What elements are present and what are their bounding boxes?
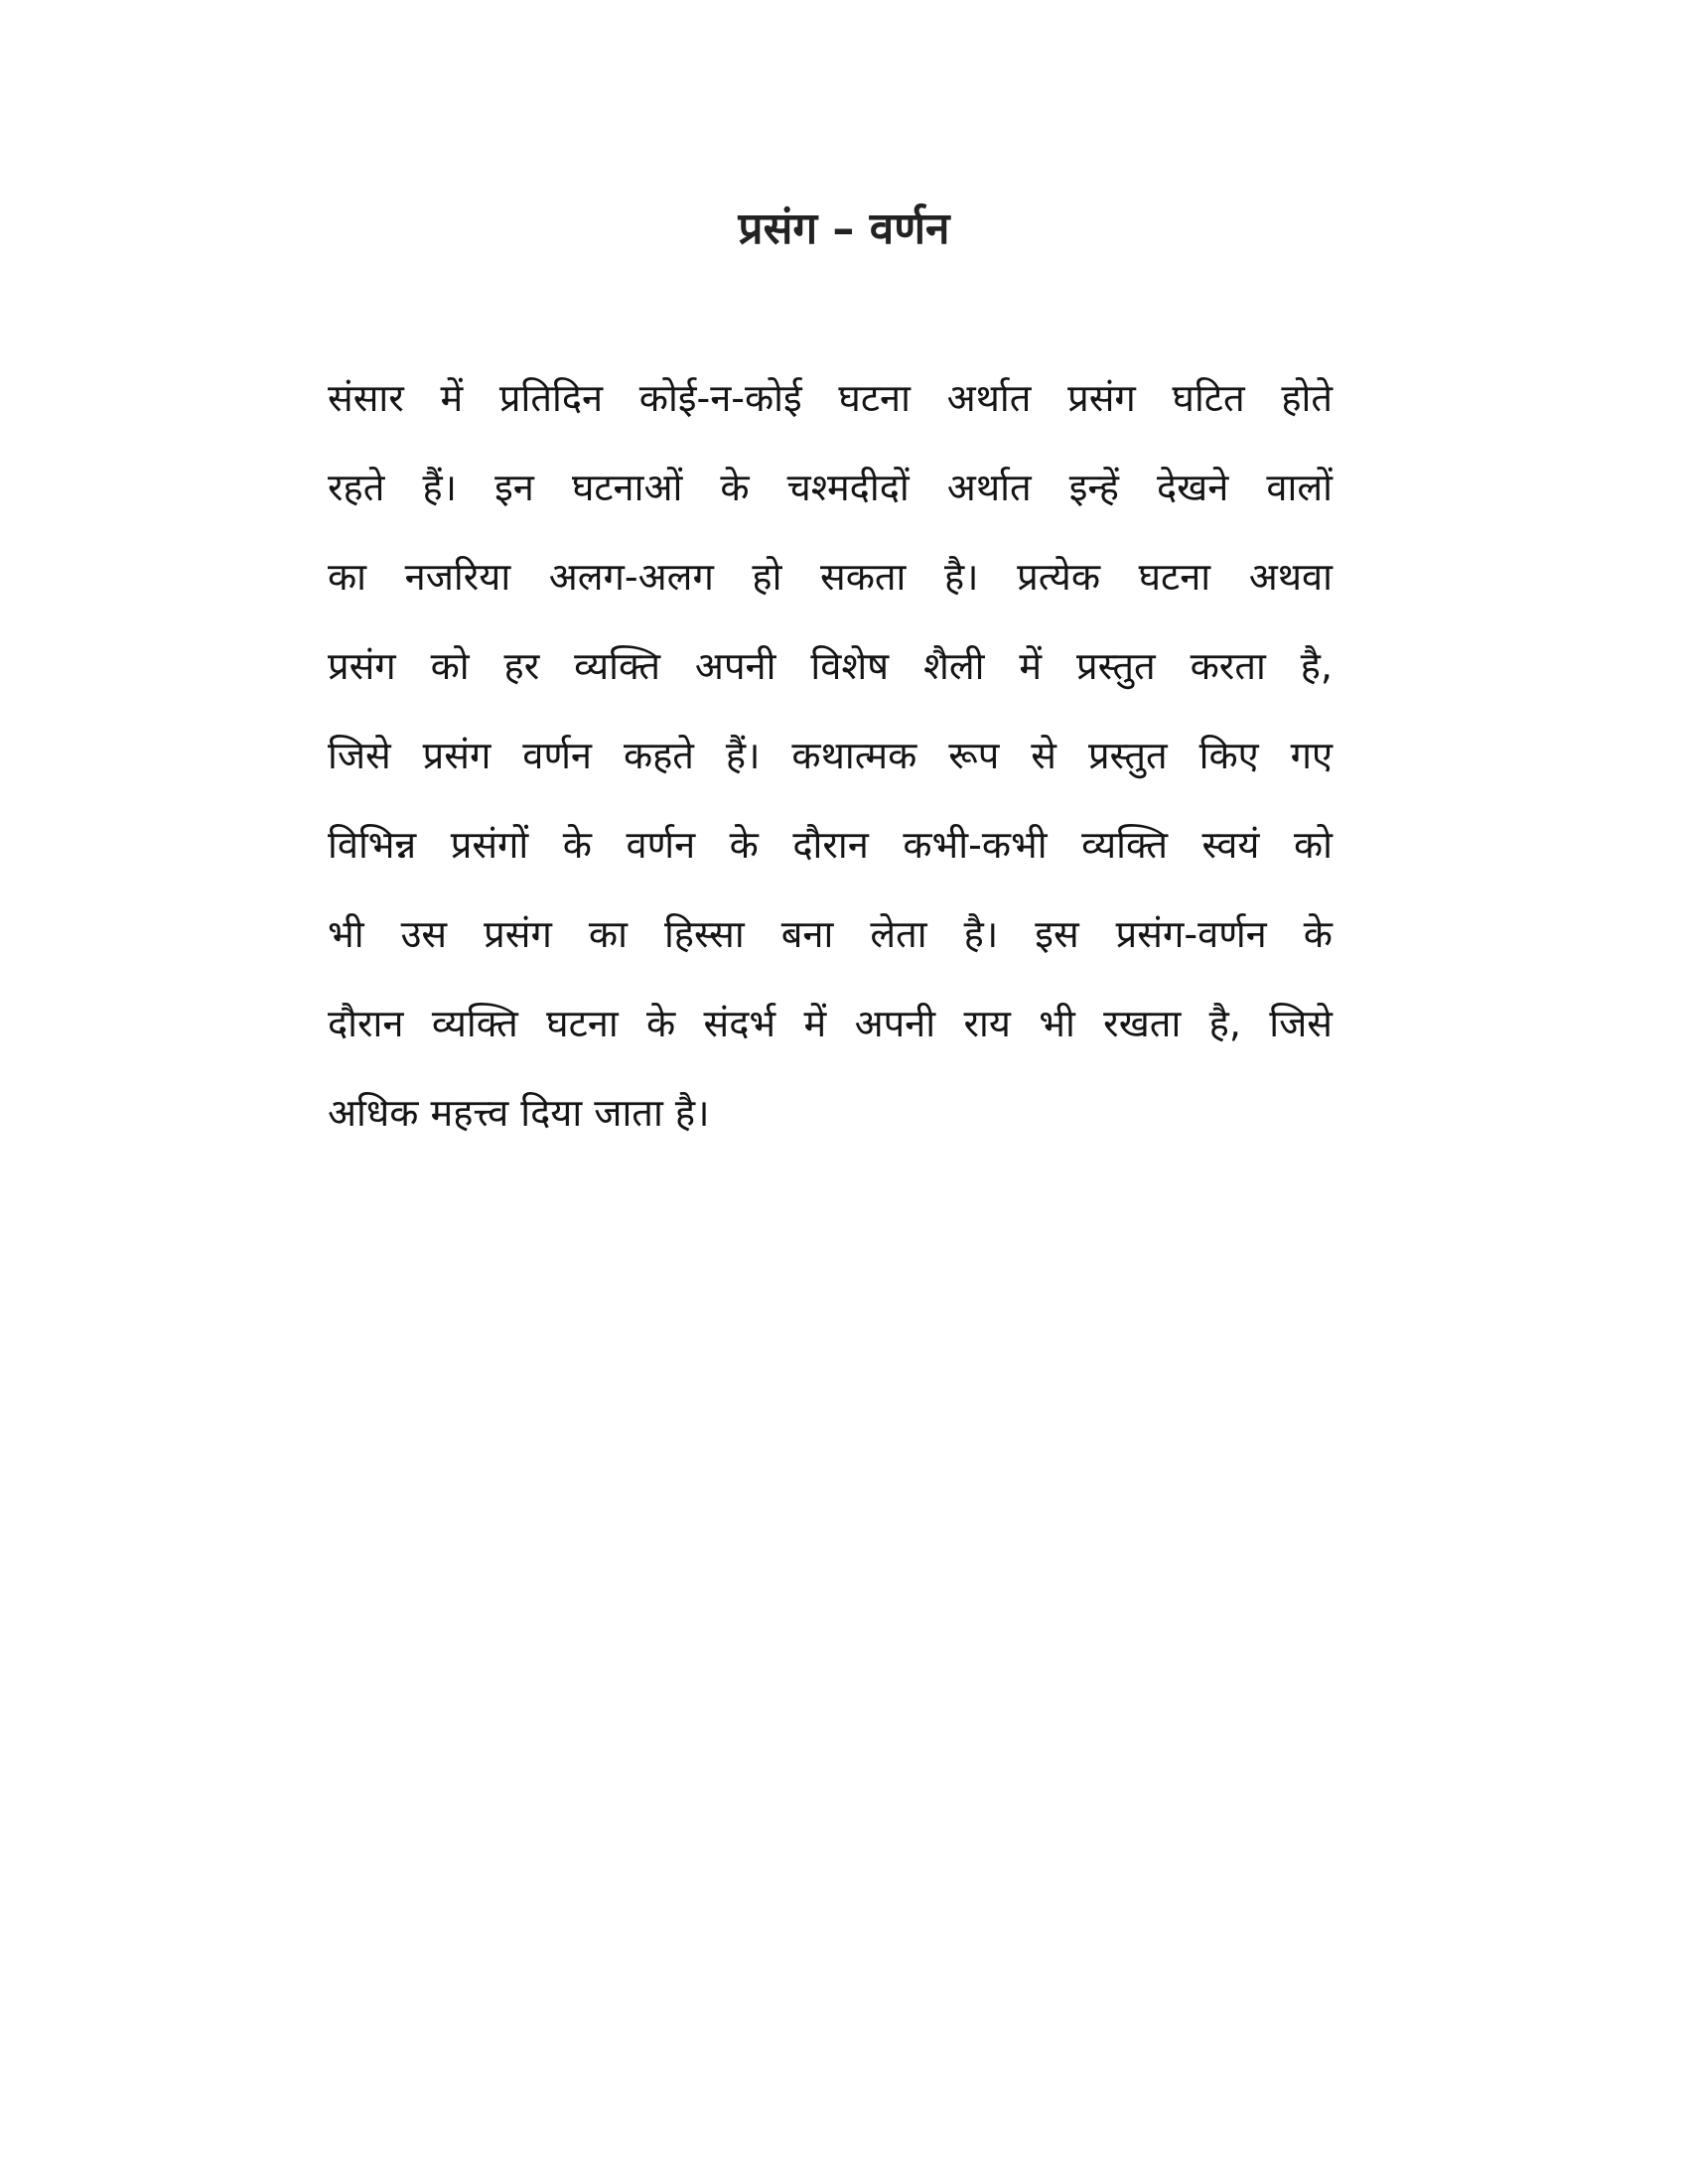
paragraph-line: अधिक महत्त्व दिया जाता है।	[328, 1091, 710, 1135]
paragraph-line: प्रसंग को हर व्यक्ति अपनी विशेष शैली में प्रस्तुत करता है,	[328, 644, 1333, 688]
paragraph-line: भी उस प्रसंग का हिस्सा बना लेता है। इस प्रसंग-वर्णन के	[328, 912, 1333, 956]
body-paragraph	[328, 353, 1333, 1158]
paragraph-line: विभिन्न प्रसंगों के वर्णन के दौरान कभी-कभी व्यक्ति स्वयं को	[328, 823, 1333, 867]
paragraph-line: संसार में प्रतिदिन कोई-न-कोई घटना अर्थात प्रसंग घटित होते	[328, 376, 1333, 420]
paragraph-line: रहते हैं। इन घटनाओं के चश्मदीदों अर्थात इन्हें देखने वालों	[328, 466, 1333, 509]
page-title: प्रसंग – वर्णन	[738, 204, 950, 254]
paragraph-line: दौरान व्यक्ति घटना के संदर्भ में अपनी राय भी रखता है, जिसे	[328, 1002, 1333, 1045]
paragraph-line: का नजरिया अलग-अलग हो सकता है। प्रत्येक घटना अथवा	[328, 555, 1333, 599]
paragraph-line: जिसे प्रसंग वर्णन कहते हैं। कथात्मक रूप से प्रस्तुत किए गए	[328, 734, 1333, 777]
